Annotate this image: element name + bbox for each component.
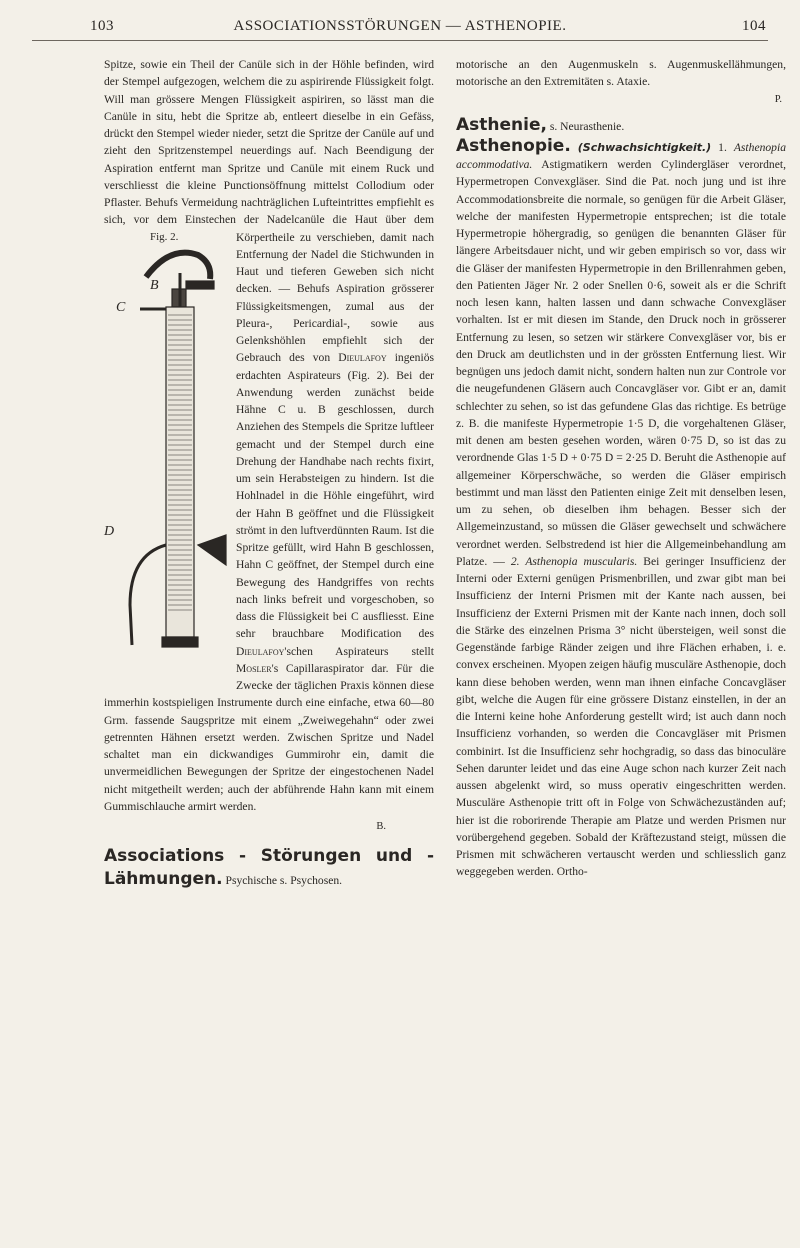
author-signature-p: P. <box>774 93 782 105</box>
headword-asthenopie: Asthenopie. <box>456 135 571 156</box>
entry-associations <box>104 845 434 892</box>
name-dieulafoy-2: Dieulafoy <box>236 644 285 658</box>
needle-tube-d <box>130 545 166 645</box>
side-handle <box>198 535 226 565</box>
text-block-r1: Astigmatikern werden Cylindergläser verordnet, Hypermetropen Convexgläser. Sind die Pat. noch jung und ist ihre Accommodationsbreite die normale, so genügen für die Arbeit Gläser, welche der manifesten Hypermetropie entsprechen; ist die totale Hypermetropie höhergradig, so genügen die benannten Gläser für längere Arbeitsdauer nicht, und wir geben empirisch so vor, dass wir die Gläser der manifesten Hypermetropie in den Brillenrahmen geben, den Patienten Jäger Nr. 2 oder Snellen 0·6, soweit als er die Schrift noch lesen kann, halten lassen und dann schwache Convexgläser vorhalten. Ist er mit diesen im Stande, den Druck noch in grösserer Entfernung zu lesen, so setzen wir stärkere Convexgläser vor, bis er den Druck am deutlichsten und in der grössten Entfernung liest. Wir begnügen uns jedoch damit nicht, sondern halten nun zur Controle vor die neugefundenen Gläsern auch Concavgläser vor. Gibt er an, damit schlechter zu sehen, so ist das gefundene Glas das richtige. Es betrüge z. B. die manifeste Hypermetropie 1·5 D, die vorgehaltenen Gläser, mit denen am besten gesehen worden, wären 0·75 D, so ist das zu verordnende Glas 1·5 D + 0·75 D = 2·25 D. Beruht die Asthenopie auf allgemeiner Körperschwäche, so werden die Gläser empirisch bestimmt und man lässt den Patienten einige Zeit mit denselben lesen, um zu sehen, ob dieselben ihm behagen. Besser sich der Allgemeinzustand, so müssen die Gläser gewechselt und schwächere verordnet werden. Selbstredend ist hier die Allgemeinbehandlung am Platze. — <box>456 158 786 568</box>
left-paragraph <box>104 56 434 815</box>
page-number-right: 104 <box>742 18 766 34</box>
syringe-base <box>162 637 198 647</box>
aspirator-illustration <box>100 245 230 675</box>
entry-asthenopie <box>456 135 787 881</box>
text-block-1d: 'schen Aspirateurs stellt <box>284 644 434 658</box>
text-block-r2: Bei geringer Insufficienz der Interni oder Externi genügen Prismenbrillen, und zwar gibt man bei Insufficienz der Interni Prismen mit der Kante nach aussen, bei Insufficienz der Externi Prismen mit der Kante nach innen, doch soll die Stärke des einzelnen Prisma 3° nicht übersteigen, weil sonst die Gegenstände farbige Ränder zeigen und ihre Flächen erhaben, i. e. convex erscheinen. Myopen zeigen häufig musculäre Asthenopie, doch kann diese behoben werden, wenn man ihnen einfache Concavgläser gibt, welche die Augen für eine grössere Distanz einstellen, in der an die Interni keine hohe Anforderung gestellt wird; ist auch dann noch Insufficienz vorhanden, so werden die Concavgläser mit Prismen combinirt. Ist die Insufficienz sehr hochgradig, so dass das binoculäre Sehen darunter leidet und das eine Auge schon nach kurzer Zeit nach aussen abgelenkt wird, so muss operativ eingeschritten werden. Musculäre Asthenopie tritt oft in Folge von Schwächezuständen auf; hier ist die roborirende Therapie am Platze und werden Prismen nur vorübergehend gegeben. Sobald der Kräftezustand steigt, müssen die Prismen mit schwächeren vertauscht werden und schliesslich ganz weggegeben werden. Ortho- <box>456 554 787 879</box>
label-b: B <box>150 277 159 293</box>
headword-gloss: (Schwachsichtigkeit.) <box>577 140 712 154</box>
crossref-psychosen: Psychische s. Psychosen. <box>222 874 343 888</box>
headword-asthenie: Asthenie, <box>456 114 547 135</box>
running-title: ASSOCIATIONSSTÖRUNGEN — ASTHENOPIE. <box>233 18 567 34</box>
right-paragraph-0 <box>456 56 786 91</box>
text-block-1b: verschieben, damit nach Entfernung der Nadel die Stichwunden in Haut und tieferen Geweben sich nicht decken. — Behufs Aspiration grösserer Flüssigkeitsmengen, zumal aus der Pleura-, Pericardial-, sowie aus Gelenkshöhlen empfiehlt sich der Gebrauch des von <box>236 230 434 365</box>
headword-associations: Associations - Störungen und -Lähmungen. <box>104 846 434 890</box>
section-number: 1. <box>711 140 734 154</box>
subhead-muscularis: 2. Asthenopia muscularis. <box>510 554 638 568</box>
handle-bar <box>186 281 214 289</box>
author-signature-b: B. <box>376 821 386 832</box>
handle-loop <box>146 252 210 278</box>
name-mosler: Mosler <box>236 661 272 675</box>
text-block-r0: motorische an den Augenmuskeln s. Augenmuskellähmungen, motorische an den Extremitäten s. Ataxie. <box>456 58 786 89</box>
page-number-left: 103 <box>90 18 114 34</box>
text-block-1a: Spitze, sowie ein Theil der Canüle sich in der Höhle befinden, wird der Stempel aufgezogen, welchem die zu aspirirende Flüssigkeit folgt. Will man grössere Mengen Flüssigkeit aspiriren, so lässt man die Canüle in situ, hebt die Spritze ab, entleert dieselbe in ein Gefäss, drückt den Stempel wieder nieder, setzt die Spritze der Canüle auf und zieht den Spritzenstempel neuerdings auf. Nach Beendigung der Aspiration entfernt man Spritze und Canüle mit einem Ruck und verschliesst die kleine Punctionsöffnung mittelst Collodium oder Pflaster. Behufs Vermeidung nachträglichen Lufteintrittes empfiehlt es sich, vor dem Einstechen der Nadelcanüle die Haut über dem Körpertheile zu <box>104 58 434 244</box>
name-dieulafoy: Dieulafoy <box>338 351 387 365</box>
left-column <box>104 56 434 892</box>
text-block-1c: ingeniös erdachten Aspirateurs (Fig. 2). Bei der Anwendung werden zunächst beide Hähne C u. B geschlossen, durch Anziehen des Stempels die Spritze luftleer gemacht und der Stempel durch eine Drehung der Handhabe nach rechts fixirt, um sein Herabsteigen zu hindern. Ist die Hohlnadel in die Höhle eingeführt, wird der Hahn B geöffnet und die Flüssigkeit strömt in den luftverdünnten Raum. Ist die Spritze gefüllt, wird Hahn B geschlossen, Hahn C geöffnet, der Stempel durch eine Bewegung des Handgriffes von rechts nach links befreit und vorgeschoben, so dass die Flüssigkeit bei C ausfliesst. Eine sehr brauchbare Modification des <box>236 351 435 641</box>
entry-asthenie <box>456 114 786 138</box>
figure-aspirator <box>100 229 230 679</box>
subhead-accommodativa: Asthenopia accommodativa. <box>456 140 786 171</box>
text-block-1e: 's Capillaraspirator dar. Für die Zwecke der täglichen Praxis können diese immerhin kostspieligen Instrumente durch eine einfache, etwa 60—80 Grm. fassende Saugspritze mit einem „Zweiwegehahn“ oder zwei getrennten Hähnen ersetzt werden. Zwischen Spritze und Nadel schaltet man ein dickwandiges Gummirohr ein, damit die unvermeidlichen Bewegungen der Spritze der eingestochenen Nadel nicht mitgetheilt werden; auch der abführende Hahn kann mit einem Gummischlauche armirt werden. <box>104 661 434 813</box>
running-header <box>32 14 768 41</box>
label-c: C <box>116 299 126 315</box>
crossref-neurasthenie: s. Neurasthenie. <box>546 119 625 133</box>
figure-caption: Fig. 2. <box>150 230 179 243</box>
right-column <box>456 56 786 881</box>
label-d: D <box>104 523 115 539</box>
syringe-barrel <box>166 307 194 637</box>
